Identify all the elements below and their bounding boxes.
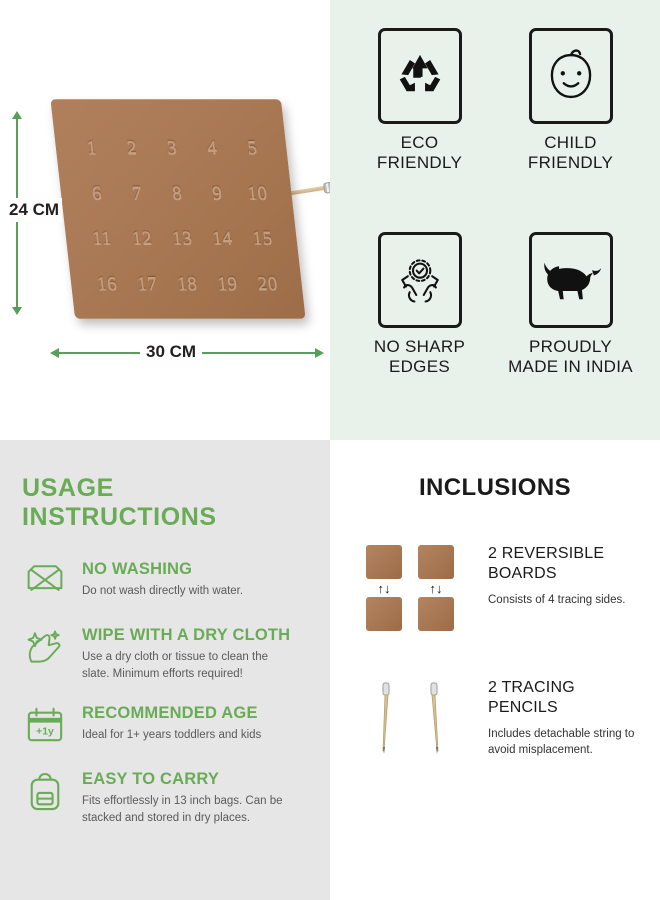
badge-frame	[529, 232, 613, 328]
wooden-board	[50, 99, 305, 318]
width-label: 30 CM	[140, 341, 202, 363]
inclusion-title: 2 REVERSIBLE BOARDS	[488, 545, 605, 582]
badge-label: NO SHARP EDGES	[373, 337, 466, 377]
board-number: 17	[136, 272, 159, 295]
reversible-boards-icon	[350, 544, 470, 632]
tracing-board-illustration	[46, 92, 306, 327]
board-number: 8	[171, 182, 184, 204]
recycle-icon	[393, 49, 447, 103]
mini-board	[366, 597, 402, 631]
board-number: 20	[256, 272, 279, 295]
inclusion-item-boards	[350, 544, 640, 632]
tracing-pencils-icon	[350, 678, 470, 758]
usage-desc: Do not wash directly with water.	[82, 585, 244, 597]
mini-board	[418, 597, 454, 631]
badge-frame	[378, 232, 462, 328]
dimensions-panel	[0, 0, 330, 440]
board-number: 9	[211, 182, 224, 204]
board-number: 6	[90, 182, 104, 204]
badge-made-in-india	[499, 232, 642, 430]
board-number: 7	[130, 182, 144, 204]
usage-item-easy-to-carry	[22, 770, 308, 826]
backpack-icon	[22, 770, 68, 814]
pencil-illustration	[423, 681, 449, 755]
lion-icon	[539, 256, 603, 304]
board-number: 11	[91, 227, 113, 249]
usage-title: EASY TO CARRY	[82, 770, 220, 789]
height-label: 24 CM	[6, 198, 62, 222]
board-number: 1	[85, 137, 98, 159]
flip-arrows-icon: ↑↓	[429, 580, 443, 596]
usage-item-wipe-cloth	[22, 626, 308, 682]
board-number: 4	[206, 137, 219, 159]
board-number: 19	[216, 272, 239, 295]
board-number: 2	[125, 137, 139, 159]
no-washing-icon	[22, 560, 68, 604]
badges-panel	[330, 0, 660, 440]
badge-no-sharp-edges	[348, 232, 491, 430]
badge-frame	[378, 28, 462, 124]
inclusion-item-pencils	[350, 678, 640, 758]
board-number: 13	[171, 227, 194, 249]
board-number: 10	[246, 182, 269, 204]
usage-title: WIPE WITH A DRY CLOTH	[82, 626, 291, 644]
usage-title: NO WASHING	[82, 560, 193, 578]
inclusions-heading: INCLUSIONS	[418, 474, 571, 501]
pencil-illustration	[371, 681, 397, 755]
inclusions-panel	[330, 440, 660, 900]
mini-board	[418, 545, 454, 579]
badge-label: CHILD FRIENDLY	[527, 133, 614, 173]
board-number: 15	[251, 227, 274, 249]
mini-board	[366, 545, 402, 579]
board-number: 14	[211, 227, 234, 249]
usage-desc: Ideal for 1+ years toddlers and kids	[82, 729, 262, 742]
inclusion-desc: Includes detachable string to avoid misplacement.	[488, 728, 635, 757]
badge-label: PROUDLY MADE IN INDIA	[508, 337, 633, 377]
usage-item-recommended-age	[22, 704, 308, 748]
board-number: 18	[176, 272, 199, 295]
inclusion-title: 2 TRACING PENCILS	[488, 679, 575, 716]
wipe-cloth-icon	[22, 626, 68, 670]
badge-frame	[529, 28, 613, 124]
usage-heading: USAGE INSTRUCTIONS	[22, 474, 217, 531]
usage-instructions-panel	[0, 440, 330, 900]
board-number: 16	[95, 272, 119, 295]
safe-hands-icon	[391, 250, 449, 310]
badge-eco-friendly	[348, 28, 491, 226]
usage-title: RECOMMENDED AGE	[82, 704, 258, 723]
age-badge-text: +1y	[36, 726, 54, 738]
calendar-age-icon	[22, 704, 68, 748]
board-number: 5	[246, 137, 259, 159]
child-face-icon	[543, 46, 599, 106]
badge-label: ECO FRIENDLY	[376, 133, 463, 173]
usage-item-no-washing	[22, 560, 308, 604]
flip-arrows-icon: ↑↓	[377, 580, 391, 596]
inclusion-desc: Consists of 4 tracing sides.	[488, 594, 626, 606]
usage-desc: Use a dry cloth or tissue to clean the slate. Minimum efforts required!	[82, 651, 269, 680]
usage-desc: Fits effortlessly in 13 inch bags. Can be stacked and stored in dry places.	[82, 795, 283, 825]
board-number: 12	[131, 227, 154, 249]
board-number: 3	[165, 137, 179, 159]
badge-child-friendly	[499, 28, 642, 226]
